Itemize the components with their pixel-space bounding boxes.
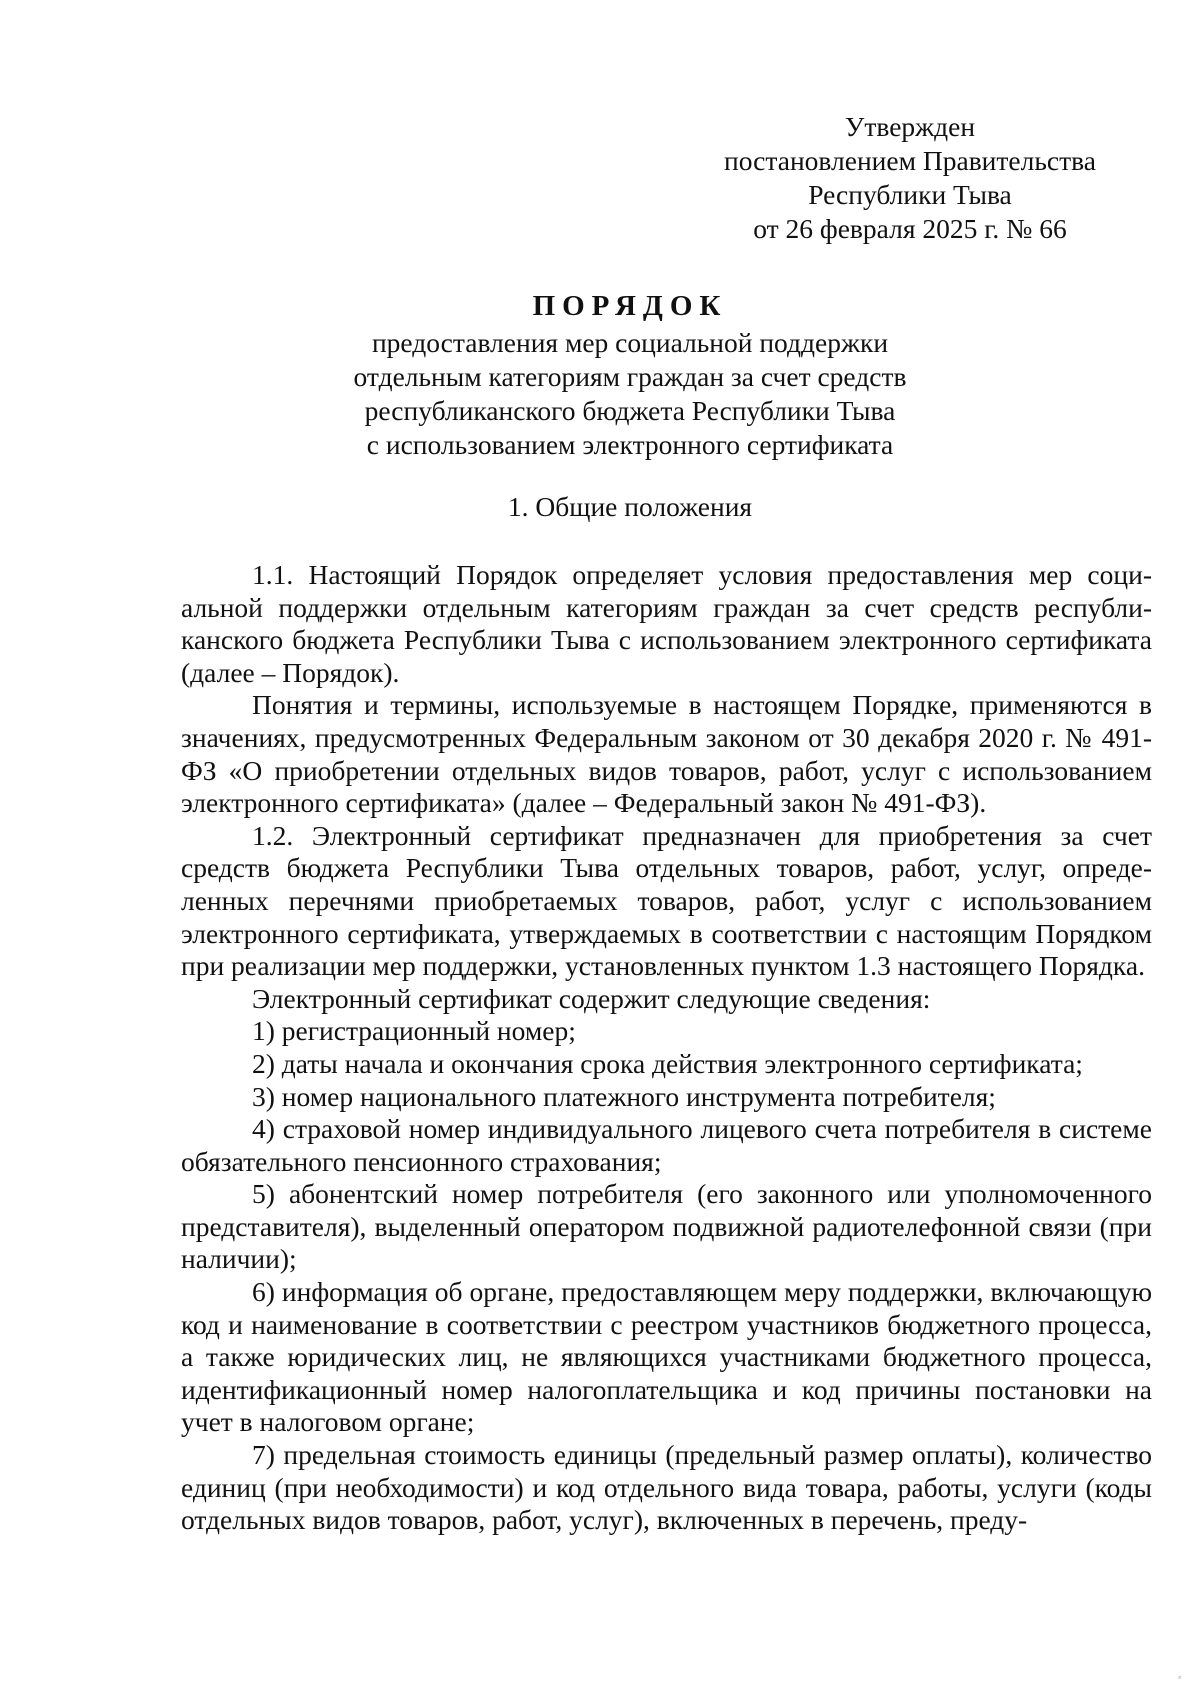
scan-artifact-mark: ⸗ (1178, 1672, 1182, 1683)
document-subtitle-line: республиканского бюджета Республики Тыва (364, 395, 896, 426)
approval-line: постановлением Правительства (724, 145, 1096, 176)
document-subtitle-line: отдельным категориям граждан за счет средств (353, 361, 907, 392)
list-item: 2) даты начала и окончания срока действия электронного сертификата; (252, 1047, 1083, 1079)
list-item: 7) предельная стоимость единицы (предельный размер оплаты), количество единиц (при необходимости) и код отдельного вида товара, работы, услуги (коды отдельных видов товаров, работ, услуг), включенных в перечень, преду- (181, 1439, 1152, 1536)
approval-line: Республики Тыва (808, 179, 1012, 210)
list-item: 3) номер национального платежного инструмента потребителя; (252, 1080, 996, 1112)
section-title: 1. Общие положения (507, 491, 753, 522)
document-subtitle-line: предоставления мер социальной поддержки (371, 327, 889, 358)
list-item: 4) страховой номер индивидуального лицевого счета потребителя в системе обязательного пенсионного страхования; (181, 1113, 1152, 1177)
paragraph-1-1: 1.1. Настоящий Порядок определяет условия предоставления мер социальной поддержки отдельным категориям граждан за счет средств республиканского бюджета Республики Тыва с использованием электронного сертификата (далее – Порядок). (181, 559, 1152, 688)
list-item: 1) регистрационный номер; (252, 1015, 576, 1047)
list-item: 5) абонентский номер потребителя (его законного или уполномоченного представителя), выделенный оператором подвижной радиотелефонной связи (при наличии); (181, 1178, 1152, 1275)
document-title-block (130, 288, 1130, 462)
document-subtitle-line: с использованием электронного сертификата (366, 429, 894, 460)
paragraph-1-2: 1.2. Электронный сертификат предназначен для приобретения за счет средств бюджета Республики Тыва отдельных товаров, работ, услуг, определенных перечнями приобретаемых товаров, работ, услуг с использованием электронного сертификата, утверждаемых в соответствии с настоящим Порядком при реализации мер поддержки, установленных пунктом 1.3 настоящего Порядка. (181, 819, 1152, 982)
document-body (181, 559, 1152, 1537)
approval-line: Утвержден (844, 111, 976, 142)
paragraph-terms: Понятия и термины, используемые в настоящем Порядке, применяются в значениях, предусмотренных Федеральным законом от 30 декабря 2020 г. № 491-ФЗ «О приобретении отдельных видов товаров, работ, услуг с использованием электронного сертификата» (далее – Федеральный закон № 491-ФЗ). (181, 689, 1152, 819)
list-item: 6) информация об органе, предоставляющем меру поддержки, включающую код и наименование в соответствии с реестром участников бюджетного процесса, а также юридических лиц, не являющихся участниками бюджетного процесса, идентификационный номер налогоплательщика и код причины постановки на учет в налоговом органе; (181, 1276, 1152, 1438)
approval-date-line: от 26 февраля 2025 г. № 66 (753, 213, 1067, 244)
approval-stamp (700, 110, 1120, 246)
document-heading: ПОРЯДОК (532, 290, 728, 322)
paragraph-certificate-contents: Электронный сертификат содержит следующие сведения: (252, 982, 931, 1014)
